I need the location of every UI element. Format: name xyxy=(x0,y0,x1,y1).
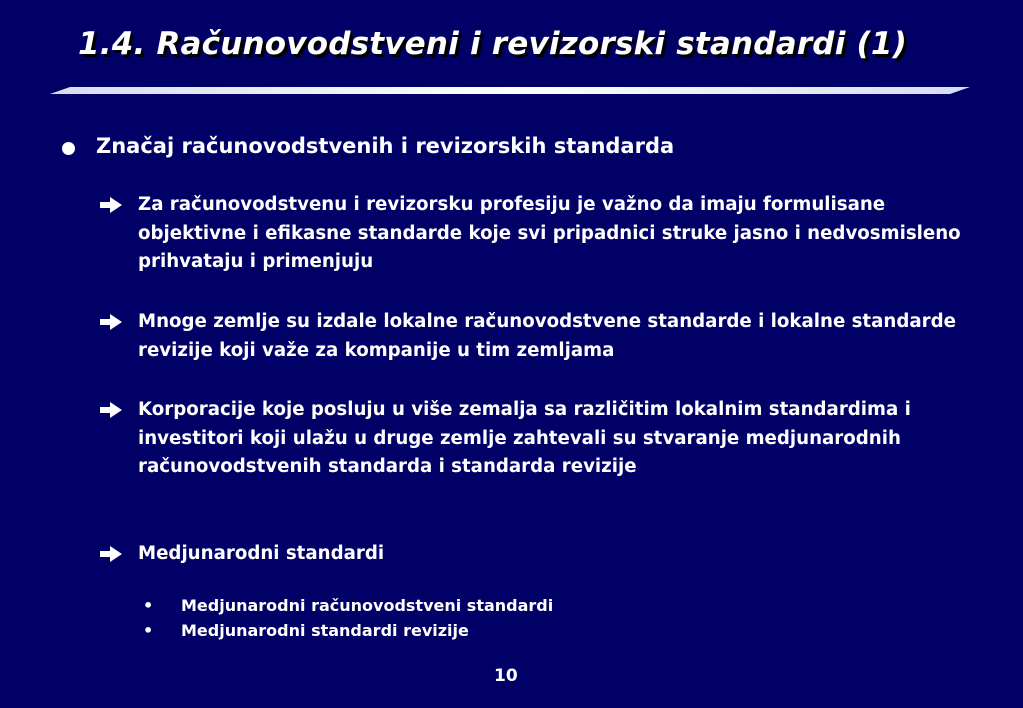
point-item-3 xyxy=(100,396,980,482)
page-number: 10 xyxy=(494,666,518,686)
right-arrow-icon xyxy=(100,197,122,213)
point-text: Za računovodstvenu i revizorsku profesiju je važno da imaju formulisane objektivne i efikasne standarde koje svi pripadnici struke jasno i nedvosmisleno prihvataju i primenjuju xyxy=(138,194,961,273)
sub-bullet-text: Medjunarodni računovodstveni standardi xyxy=(181,596,554,615)
point-text: Korporacije koje posluju u više zemalja sa različitim lokalnim standardima i investitori koji ulažu u druge zemlje zahtevali su stvaranje medjunarodnih računovodstvenih standarda i standarda revizije xyxy=(138,399,911,478)
point-item-2 xyxy=(100,308,980,365)
filled-circle-bullet-icon xyxy=(62,142,75,155)
right-arrow-icon xyxy=(100,402,122,418)
point-text: Medjunarodni standardi xyxy=(138,543,385,564)
sub-bullet-glyph: • xyxy=(143,621,154,640)
point-item-1 xyxy=(100,191,980,277)
sub-bullet-text: Medjunarodni standardi revizije xyxy=(181,621,469,640)
main-bullet-text: Značaj računovodstvenih i revizorskih standarda xyxy=(96,134,675,158)
point-text: Mnoge zemlje su izdale lokalne računovodstvene standarde i lokalne standarde revizije koji važe za kompanije u tim zemljama xyxy=(138,311,956,361)
slide-title: 1.4. Računovodstveni i revizorski standardi (1) xyxy=(78,26,908,62)
sub-bullet-glyph: • xyxy=(143,596,154,615)
point-item-4 xyxy=(100,540,980,569)
right-arrow-icon xyxy=(100,314,122,330)
right-arrow-icon xyxy=(100,546,122,562)
